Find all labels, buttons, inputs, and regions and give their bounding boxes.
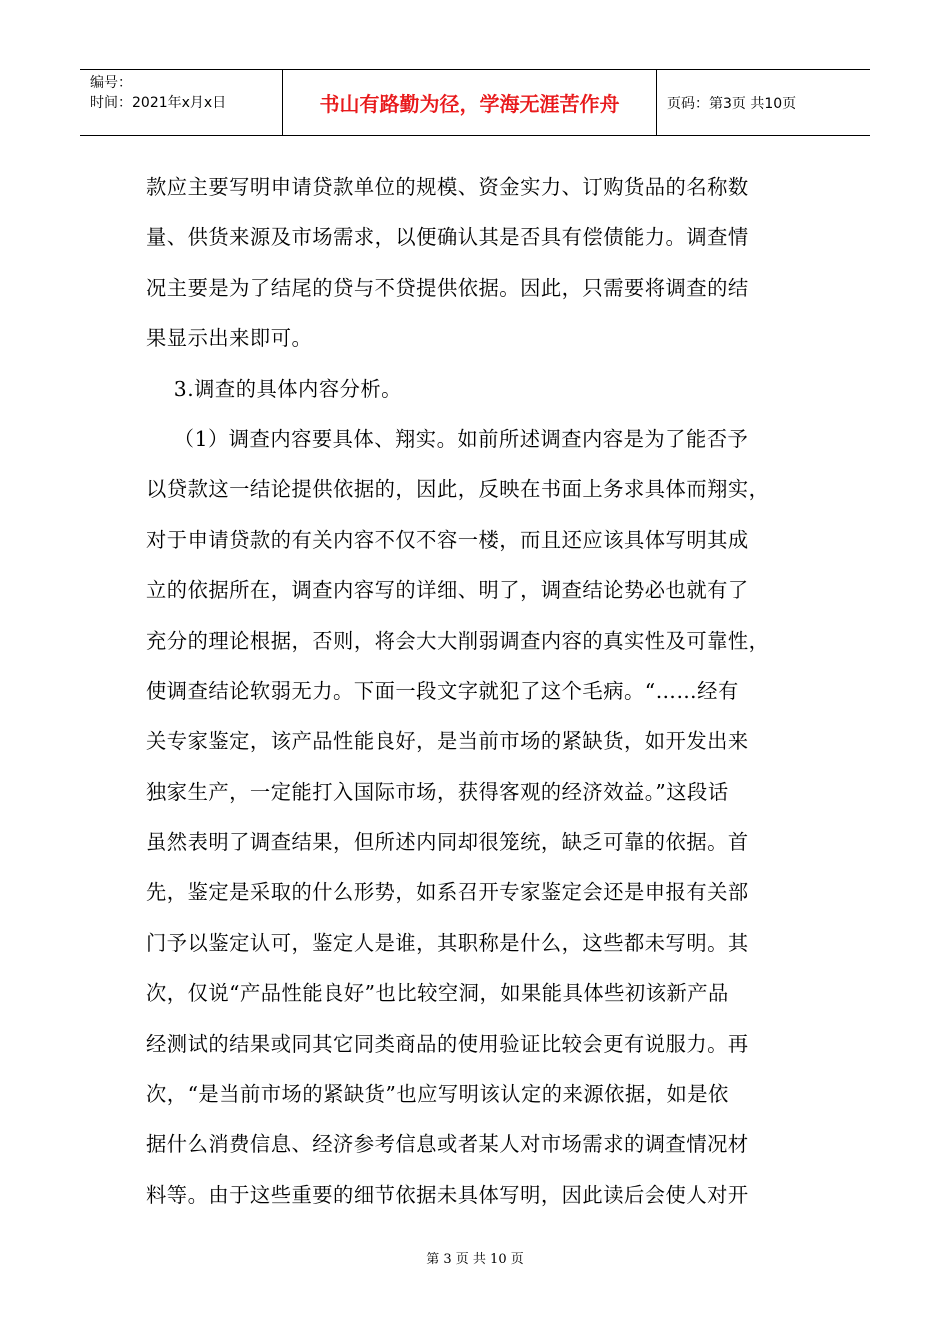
body-line: 关专家鉴定，该产品性能良好，是当前市场的紧缺货，如开发出来	[146, 729, 749, 754]
body-line: 次，仅说“产品性能良好”也比较空洞，如果能具体些初该新产品	[146, 981, 729, 1006]
body-line: 次，“是当前市场的紧缺货”也应写明该认定的来源依据，如是依	[146, 1082, 729, 1107]
body-line: 虽然表明了调查结果，但所述内同却很笼统，缺乏可靠的依据。首	[146, 830, 749, 855]
body-line: 果显示出来即可。	[146, 326, 313, 351]
body-line: 据什么消费信息、经济参考信息或者某人对市场需求的调查情况材	[146, 1132, 749, 1157]
body-line: 3.调查的具体内容分析。	[146, 376, 402, 401]
header-page-number: 页码：第3页 共10页	[667, 95, 797, 112]
body-line: 先，鉴定是采取的什么形势，如系召开专家鉴定会还是申报有关部	[146, 880, 749, 905]
body-line: 况主要是为了结尾的贷与不贷提供依据。因此，只需要将调查的结	[146, 275, 749, 300]
page-footer	[0, 1248, 950, 1267]
header-meta	[80, 70, 283, 135]
body-line: 量、供货来源及市场需求，以便确认其是否具有偿债能力。调查情	[146, 225, 749, 250]
body-line: 立的依据所在，调查内容写的详细、明了，调查结论势必也就有了	[146, 578, 749, 603]
body-line: 料等。由于这些重要的细节依据未具体写明，因此读后会使人对开	[146, 1182, 749, 1207]
body-line: 以贷款这一结论提供依据的，因此，反映在书面上务求具体而翔实，	[146, 477, 770, 502]
body-line: 充分的理论根据，否则，将会大大削弱调查内容的真实性及可靠性，	[146, 628, 770, 653]
footer-page-number: 第 3 页 共 10 页	[426, 1252, 524, 1267]
header-page-cell	[657, 70, 870, 135]
body-line: 对于申请贷款的有关内容不仅不容一楼，而且还应该具体写明其成	[146, 527, 749, 552]
body-line: 款应主要写明申请贷款单位的规模、资金实力、订购货品的名称数	[146, 175, 749, 199]
document-header	[80, 69, 870, 136]
header-motto-cell	[283, 70, 657, 135]
body-line: （1）调查内容要具体、翔实。如前所述调查内容是为了能否予	[146, 426, 749, 451]
body-line: 独家生产，一定能打入国际市场，获得客观的经济效益。”这段话	[146, 779, 729, 804]
document-number-label: 编号：	[90, 75, 132, 91]
document-body	[146, 162, 810, 1220]
document-date: 时间：2021年x月x日	[90, 95, 227, 111]
body-line: 经测试的结果或同其它同类商品的使用验证比较会更有说服力。再	[146, 1031, 749, 1056]
body-line: 使调查结论软弱无力。下面一段文字就犯了这个毛病。“……经有	[146, 678, 739, 703]
header-motto: 书山有路勤为径，学海无涯苦作舟	[319, 92, 620, 116]
body-line: 门予以鉴定认可，鉴定人是谁，其职称是什么，这些都未写明。其	[146, 930, 749, 955]
